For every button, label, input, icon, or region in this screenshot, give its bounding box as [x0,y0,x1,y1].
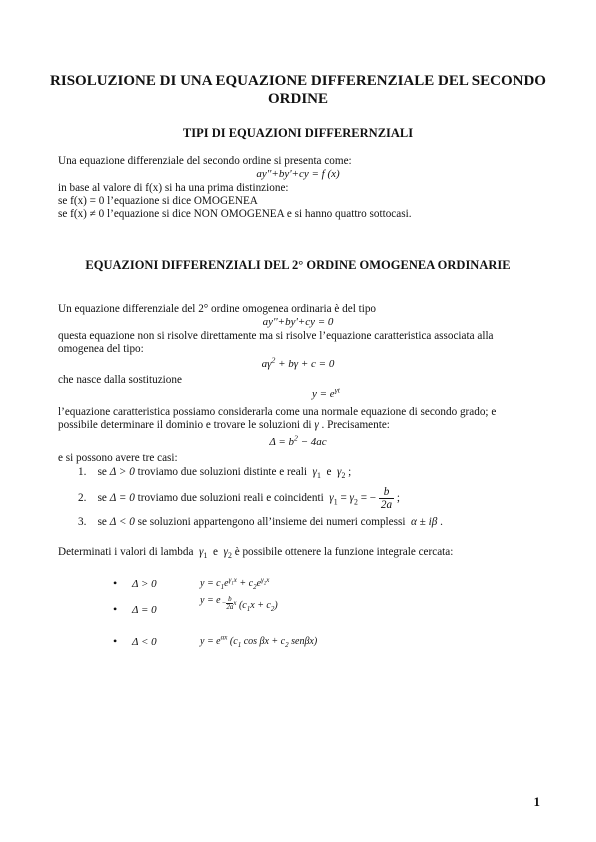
intro-line: Una equazione differenziale del secondo ordine si presenta come: [58,155,352,167]
homogeneous-equation: ay''+by'+cy = 0 [262,316,334,328]
solve-line-2: possibile determinare il dominio e trovare le soluzioni di γ . Precisamente: [58,419,390,431]
ordinary-line: Un equazione differenziale del 2° ordine omogenea ordinaria è del tipo [58,303,377,315]
case-item-1: 1. se Δ > 0 troviamo due soluzioni distinte e reali $\gamma_1$ e $\gamma_2$ ; [78,466,352,481]
substitution-equation: $y = e^{\gamma t}$ [312,385,340,400]
delta-equation: $\Delta = b^2 - 4ac$ [269,433,327,448]
solution-case-2: Δ = 0 [132,604,157,616]
solution-formula-2: y = e− $\frac{b}{2a}$ x $(c_1x + c_2)$ [200,595,278,613]
substitution-line: che nasce dalla sostituzione [58,374,182,386]
section-title-homogeneous: EQUAZIONI DIFFERENZIALI DEL 2° ORDINE OMOGENEA ORDINARIE [85,258,511,272]
solve-line-1: l’equazione caratteristica possiamo considerarla come una normale equazione di secondo grado; e [58,406,497,418]
nonhomogeneous-line: se f(x) ≠ 0 l’equazione si dice NON OMOGENEA e si hanno quattro sottocasi. [58,208,412,220]
solution-case-1: Δ > 0 [132,578,157,590]
fraction-b-over-2a: $\frac{b}{2a}$ [380,486,393,511]
homogeneous-line: se f(x) = 0 l’equazione si dice OMOGENEA [58,195,258,207]
distinction-line: in base al valore di f(x) si ha una prima distinzione: [58,182,289,194]
solution-case-3: Δ < 0 [132,636,157,648]
section-title-types: TIPI DI EQUAZIONI DIFFERERNZIALI [182,126,414,140]
solution-formula-1: $y = c_1e^{\gamma_1x} + c_2e^{\gamma_2x}$ [200,575,270,591]
lambda-line: Determinati i valori di lambda $\gamma_1$ e $\gamma_2$ è possibile ottenere la funzione integrale cercata: [58,546,454,561]
characteristic-equation: $a\gamma^2 + b\gamma + c = 0$ [261,355,335,370]
general-equation: ay''+by'+cy = f (x) [256,168,340,180]
bullet-1: • [113,576,118,590]
page-number: 1 [533,794,540,809]
characteristic-line-1: questa equazione non si risolve direttamente ma si risolve l’equazione caratteristica associata alla [58,330,494,342]
case-item-3: 3. se Δ < 0 se soluzioni appartengono all’insieme dei numeri complessi α ± iβ . [78,516,443,528]
bullet-2: • [113,602,118,616]
solution-formula-3: $y = e^{\alpha x}$ ($c_1$ $\cos \beta x + c_2$ senβx) [200,633,318,649]
bullet-3: • [113,634,118,648]
characteristic-line-2: omogenea del tipo: [58,343,144,355]
page-title: RISOLUZIONE DI UNA EQUAZIONE DIFFERENZIALE DEL SECONDO ORDINE [50,73,546,107]
cases-line: e si possono avere tre casi: [58,452,178,464]
case-item-2: 2. se Δ = 0 troviamo due soluzioni reali e coincidenti $\gamma_1 = \gamma_2$ = − $\frac{b}{2a}$ ; [78,486,400,511]
